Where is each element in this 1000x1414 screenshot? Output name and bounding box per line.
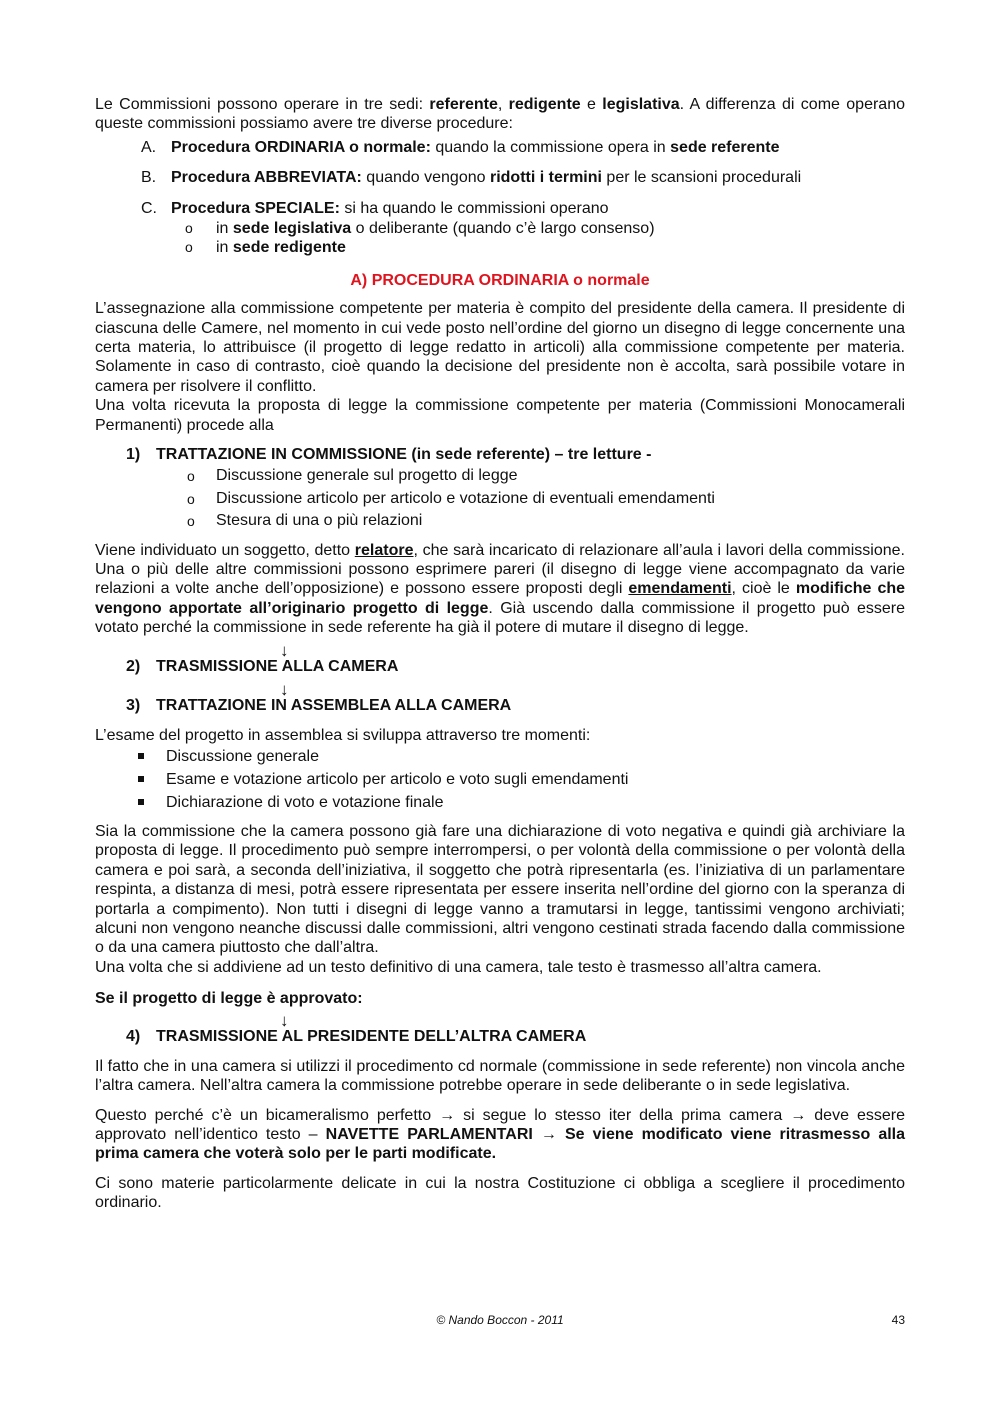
other-camera-paragraph: Il fatto che in una camera si utilizzi il procedimento cd normale (commissione in sede referente) non vincola anche l’altra camera. Nell’altra camera la commissione potrebbe operare in sede deliberante o in sede legislativa. bbox=[95, 1057, 905, 1095]
list-item bbox=[95, 510, 905, 533]
list-marker: A. bbox=[141, 138, 157, 156]
constitution-paragraph: Ci sono materie particolarmente delicate in cui la nostra Costituzione ci obbliga a scegliere il procedimento ordinario. bbox=[95, 1174, 905, 1212]
procedure-text: quando vengono bbox=[361, 169, 490, 187]
paragraph-text: Questo perché c’è un bicameralismo perfetto → si segue lo stesso iter della prima camera → deve essere approvato nell’identico testo – bbox=[95, 1106, 905, 1143]
intro-text: Le Commissioni possono operare in tre sedi: bbox=[95, 96, 430, 113]
term-relatore: relatore bbox=[354, 541, 414, 559]
intro-text: , bbox=[497, 96, 509, 113]
paragraph-emphasis: NAVETTE PARLAMENTARI → Se viene modificato viene ritrasmesso alla prima camera che voterà solo per le parti modificate. bbox=[95, 1125, 905, 1163]
intro-text: e bbox=[580, 96, 603, 113]
step-number: 1) bbox=[126, 446, 141, 464]
down-arrow-icon: ↓ bbox=[280, 640, 289, 660]
item-text: Discussione generale bbox=[166, 748, 319, 766]
list-item bbox=[95, 465, 905, 488]
list-item bbox=[171, 238, 905, 257]
section-heading: A) PROCEDURA ORDINARIA o normale bbox=[350, 271, 650, 289]
procedures-list bbox=[95, 138, 905, 258]
term-redigente: redigente bbox=[508, 96, 581, 113]
procedure-item bbox=[95, 138, 905, 157]
item-text: Stesura di una o più relazioni bbox=[216, 512, 423, 530]
intro-paragraph bbox=[95, 95, 905, 134]
circle-bullet-icon: o bbox=[185, 220, 193, 237]
step-number: 3) bbox=[126, 696, 141, 714]
item-text: Discussione articolo per articolo e votazione di eventuali emendamenti bbox=[216, 489, 715, 507]
circle-bullet-icon: o bbox=[187, 468, 195, 485]
procedure-item bbox=[95, 199, 905, 258]
step-title: TRASMISSIONE ALLA CAMERA bbox=[156, 657, 399, 675]
item-text: Dichiarazione di voto e votazione finale bbox=[166, 794, 444, 812]
reading-list bbox=[95, 465, 905, 533]
procedure-emphasis: ridotti i termini bbox=[489, 169, 602, 187]
square-bullet-icon bbox=[138, 776, 144, 782]
circle-bullet-icon: o bbox=[187, 513, 195, 530]
procedure-name: Procedura SPECIALE: bbox=[171, 199, 340, 217]
item-emphasis: sede redigente bbox=[232, 239, 346, 257]
step-heading bbox=[95, 445, 905, 465]
list-marker: C. bbox=[141, 199, 157, 217]
exam-list bbox=[95, 745, 905, 814]
term-emendamenti: emendamenti bbox=[628, 580, 732, 598]
page-number: 43 bbox=[891, 1313, 905, 1327]
term-legislativa: legislativa bbox=[602, 96, 680, 113]
list-item bbox=[95, 768, 905, 791]
down-arrow-icon: ↓ bbox=[280, 679, 289, 699]
item-text: Discussione generale sul progetto di legge bbox=[216, 467, 518, 485]
down-arrow-icon: ↓ bbox=[280, 1010, 289, 1030]
procedure-text: si ha quando le commissioni operano bbox=[339, 199, 609, 217]
intro-text: . A differenza di come operano queste commissioni possiamo avere tre diverse procedure: bbox=[95, 96, 906, 133]
item-text: Esame e votazione articolo per articolo e voto sugli emendamenti bbox=[166, 771, 629, 789]
item-text: in bbox=[216, 220, 233, 238]
step-number: 4) bbox=[126, 1027, 141, 1045]
list-item bbox=[95, 745, 905, 768]
procedure-item bbox=[95, 168, 905, 187]
square-bullet-icon bbox=[138, 753, 144, 759]
paragraph-emphasis: modifiche che vengono apportate all’originario progetto di legge bbox=[95, 580, 906, 617]
assignment-paragraph: L’assegnazione alla commissione competente per materia è compito del presidente della camera. Il presidente di ciascuna delle Camere, nel momento in cui vede posto nell’ordine del giorno un disegno di legge concernente una certa materia, lo attribuisce (il progetto di legge redatto in articoli) alla commissione competente per materia. Solamente in caso di contrasto, cioè quando la decisione del presidente non è accolta, sarà possibile votare in camera per risolvere il conflitto. bbox=[95, 300, 905, 395]
step-title: TRATTAZIONE IN ASSEMBLEA ALLA CAMERA bbox=[156, 696, 512, 714]
document-page bbox=[95, 95, 905, 1213]
item-text: in bbox=[216, 239, 233, 257]
procedure-name: Procedura ORDINARIA o normale: bbox=[171, 138, 431, 156]
item-text: o deliberante (quando c’è largo consenso) bbox=[351, 220, 655, 238]
step-title: TRASMISSIONE AL PRESIDENTE DELL’ALTRA CAMERA bbox=[156, 1027, 587, 1045]
paragraph-text: , cioè le bbox=[731, 580, 796, 598]
final-text-paragraph: Una volta che si addiviene ad un testo definitivo di una camera, tale testo è trasmesso all’altra camera. bbox=[95, 958, 822, 976]
procedure-text: per le scansioni procedurali bbox=[601, 169, 802, 187]
step-title: TRATTAZIONE IN COMMISSIONE (in sede referente) – tre letture - bbox=[156, 446, 652, 464]
approved-heading: Se il progetto di legge è approvato: bbox=[95, 990, 363, 1008]
item-emphasis: sede legislativa bbox=[232, 220, 352, 238]
archive-paragraph: Sia la commissione che la camera possono già fare una dichiarazione di voto negativa e quindi già archiviare la proposta di legge. Il procedimento può sempre interrompersi, o per volontà della commissione o per volontà della camera e poi sarà, a seconda dell’iniziativa, il soggetto che potrà ripresentarla (es. l’iniziativa di un parlamentare respinta, a distanza di mesi, potrà essere ripresentata per essere inserita nell’ordine del giorno con la speranza di portarla a compimento). Non tutti i disegni di legge vanno a tramutarsi in legge, tantissimi vengono archiviati; alcuni non vengono neanche discussi dalle commissioni, altri vengono cestinati strada facendo dalla commissione o da una camera piuttosto che dall’altra. bbox=[95, 823, 905, 957]
step-heading bbox=[95, 1010, 905, 1047]
paragraph-text: , che sarà incaricato di relazionare all’aula i lavori della commissione. Una o più delle altre commissioni possono esprimere pareri (il disegno di legge viene accompagnato da varie relazioni a volte anche dell’opposizione) e possono essere proposti degli bbox=[95, 541, 905, 598]
list-marker: B. bbox=[141, 169, 157, 187]
relatore-paragraph bbox=[95, 541, 905, 638]
step-heading bbox=[95, 679, 905, 716]
list-item bbox=[95, 791, 905, 814]
paragraph-text: Viene individuato un soggetto, detto bbox=[95, 541, 355, 559]
procedure-emphasis: sede referente bbox=[670, 138, 780, 156]
square-bullet-icon bbox=[138, 799, 144, 805]
step-number: 2) bbox=[126, 657, 141, 675]
bicameral-paragraph bbox=[95, 1106, 905, 1164]
step-heading bbox=[95, 640, 905, 677]
circle-bullet-icon: o bbox=[185, 239, 193, 256]
copyright-text: © Nando Boccon - 2011 bbox=[436, 1313, 564, 1327]
circle-bullet-icon: o bbox=[187, 490, 195, 507]
received-paragraph: Una volta ricevuta la proposta di legge la commissione competente per materia (Commissioni Monocamerali Permanenti) procede alla bbox=[95, 397, 905, 434]
list-item bbox=[171, 219, 905, 238]
list-item bbox=[95, 488, 905, 511]
procedure-name: Procedura ABBREVIATA: bbox=[171, 169, 362, 187]
procedure-text: quando la commissione opera in bbox=[430, 138, 671, 156]
paragraph-text: . Già uscendo dalla commissione il progetto può essere votato perché la commissione in sede referente ha già il potere di mutare il disegno di legge. bbox=[95, 599, 906, 637]
special-sublist bbox=[171, 219, 905, 258]
term-referente: referente bbox=[429, 96, 498, 113]
exam-paragraph: L’esame del progetto in assemblea si sviluppa attraverso tre momenti: bbox=[95, 726, 591, 744]
